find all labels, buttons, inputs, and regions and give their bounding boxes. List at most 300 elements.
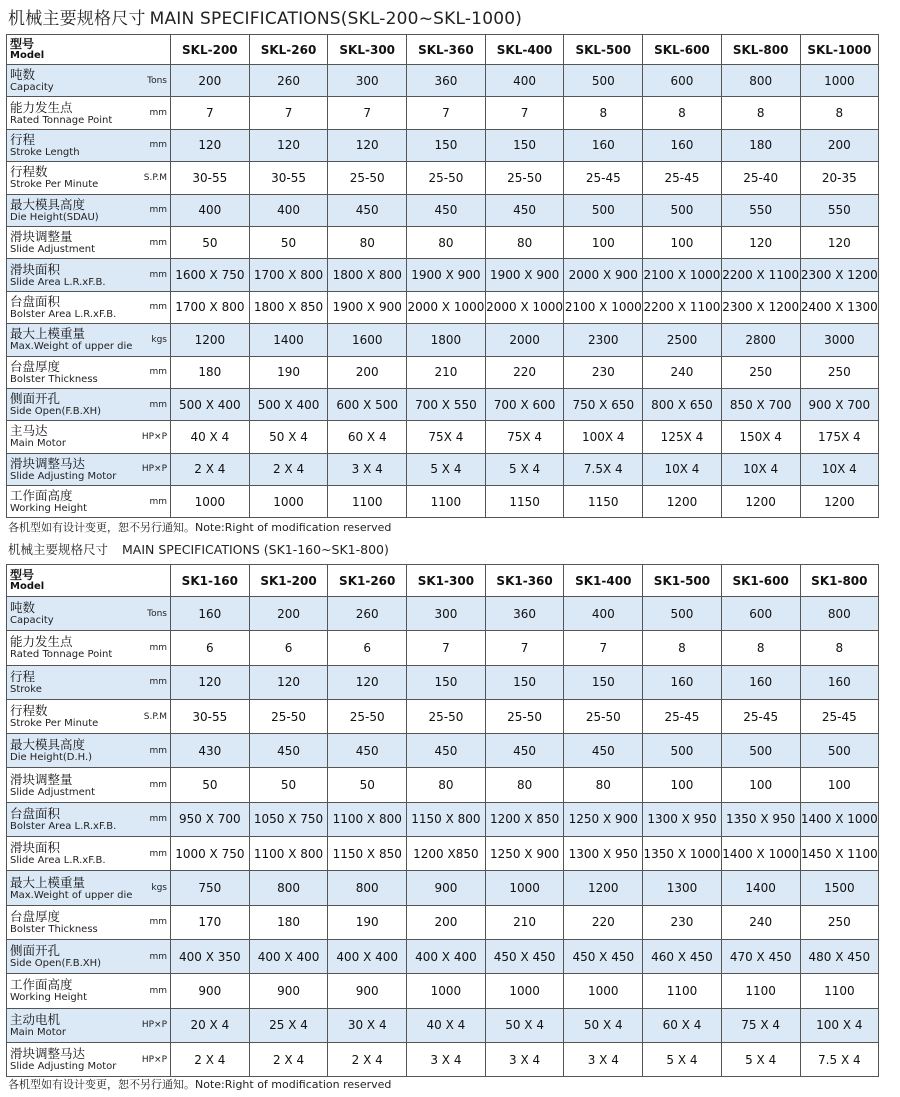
spec-value-cell: 1100 X 800 — [249, 837, 328, 871]
spec-label-en: Capacity — [10, 615, 54, 627]
spec-value-cell: 100 X 4 — [800, 1008, 879, 1042]
model-name-cell: SKL-260 — [249, 35, 328, 65]
spec-value-cell: 25-50 — [407, 699, 486, 733]
spec-value-cell: 250 — [721, 356, 800, 388]
spec-value-cell: 1800 — [407, 324, 486, 356]
spec-value-cell: 2100 X 1000 — [564, 291, 643, 323]
spec-unit: S.P.M — [143, 172, 167, 183]
spec-value-cell: 100 — [643, 226, 722, 258]
spec-label-zh: 能力发生点 — [10, 99, 73, 115]
spec-label-en: Slide Adjusting Motor — [10, 470, 117, 482]
spec-value-cell: 8 — [721, 631, 800, 665]
spec-value-cell: 160 — [564, 129, 643, 161]
modification-note-1: 各机型如有设计变更，恕不另行通知。Note:Right of modification reserved — [8, 521, 392, 534]
spec-value-cell: 50 — [328, 768, 407, 802]
spec-value-cell: 1350 X 1000 — [643, 837, 722, 871]
table-row — [7, 259, 879, 291]
spec-table-skl — [6, 34, 879, 518]
spec-value-cell: 7 — [485, 631, 564, 665]
spec-value-cell: 120 — [249, 129, 328, 161]
spec-value-cell: 1300 X 950 — [564, 837, 643, 871]
spec-label-zh: 侧面开孔 — [10, 391, 61, 407]
spec-label-en: Main Motor — [10, 438, 66, 450]
spec-value-cell: 25-45 — [800, 699, 879, 733]
spec-value-cell: 80 — [485, 768, 564, 802]
table-row — [7, 871, 879, 905]
modification-note-2: 各机型如有设计变更，恕不另行通知。Note:Right of modification reserved — [8, 1078, 392, 1091]
table-row — [7, 837, 879, 871]
spec-label-cell — [7, 226, 171, 258]
spec-value-cell: 100X 4 — [564, 421, 643, 453]
spec-value-cell: 8 — [643, 631, 722, 665]
spec-value-cell: 1300 X 950 — [643, 802, 722, 836]
spec-label-en: Die Height(SDAU) — [10, 211, 99, 223]
spec-value-cell: 450 — [485, 194, 564, 226]
spec-value-cell: 1200 — [721, 486, 800, 518]
model-header-en: Model — [10, 580, 45, 592]
spec-value-cell: 1900 X 900 — [328, 291, 407, 323]
table-row — [7, 388, 879, 420]
spec-value-cell: 190 — [328, 905, 407, 939]
spec-value-cell: 160 — [171, 597, 250, 631]
spec-unit: mm — [149, 270, 167, 281]
spec-value-cell: 1000 — [407, 974, 486, 1008]
spec-value-cell: 400 — [485, 65, 564, 97]
model-name-cell: SK1-200 — [249, 565, 328, 597]
spec-value-cell: 190 — [249, 356, 328, 388]
spec-value-cell: 400 — [171, 194, 250, 226]
spec-value-cell: 1100 — [643, 974, 722, 1008]
spec-unit: HP×P — [141, 1054, 167, 1065]
spec-value-cell: 2300 — [564, 324, 643, 356]
model-name-cell: SK1-160 — [171, 565, 250, 597]
spec-value-cell: 25-45 — [643, 162, 722, 194]
spec-value-cell: 600 — [721, 597, 800, 631]
spec-value-cell: 60 X 4 — [328, 421, 407, 453]
model-name-cell: SK1-300 — [407, 565, 486, 597]
spec-unit: mm — [149, 399, 167, 410]
spec-value-cell: 450 — [328, 194, 407, 226]
spec-value-cell: 1400 X 1000 — [721, 837, 800, 871]
spec-label-cell — [7, 699, 171, 733]
spec-value-cell: 5 X 4 — [407, 453, 486, 485]
spec-label-zh: 台盘面积 — [10, 293, 61, 309]
spec-value-cell: 1800 X 850 — [249, 291, 328, 323]
spec-unit: mm — [149, 642, 167, 653]
spec-value-cell: 1250 X 900 — [485, 837, 564, 871]
spec-value-cell: 200 — [328, 356, 407, 388]
spec-value-cell: 1000 — [485, 974, 564, 1008]
spec-value-cell: 210 — [485, 905, 564, 939]
model-name-cell: SK1-800 — [800, 565, 879, 597]
spec-value-cell: 160 — [800, 665, 879, 699]
spec-value-cell: 1000 — [485, 871, 564, 905]
table-row — [7, 939, 879, 973]
spec-value-cell: 50 — [171, 226, 250, 258]
spec-label-zh: 工作面高度 — [10, 977, 73, 993]
table-row — [7, 905, 879, 939]
spec-label-en: Slide Adjustment — [10, 244, 95, 256]
model-header-en: Model — [10, 49, 45, 61]
spec-value-cell: 2 X 4 — [249, 1042, 328, 1076]
spec-value-cell: 50 X 4 — [485, 1008, 564, 1042]
table-row — [7, 699, 879, 733]
spec-value-cell: 180 — [721, 129, 800, 161]
spec-value-cell: 120 — [800, 226, 879, 258]
spec-value-cell: 180 — [249, 905, 328, 939]
spec-value-cell: 1000 — [564, 974, 643, 1008]
spec-label-en: Side Open(F.B.XH) — [10, 406, 102, 418]
table-row — [7, 486, 879, 518]
spec-value-cell: 500 — [643, 734, 722, 768]
spec-value-cell: 8 — [721, 97, 800, 129]
spec-value-cell: 500 — [564, 65, 643, 97]
spec-value-cell: 500 — [800, 734, 879, 768]
spec-value-cell: 800 — [249, 871, 328, 905]
spec-value-cell: 1250 X 900 — [564, 802, 643, 836]
spec-value-cell: 1000 — [249, 486, 328, 518]
table-row — [7, 97, 879, 129]
spec-unit: mm — [149, 985, 167, 996]
spec-label-zh: 滑块面积 — [10, 840, 61, 856]
spec-value-cell: 600 — [643, 65, 722, 97]
spec-label-en: Die Height(D.H.) — [10, 752, 93, 764]
spec-value-cell: 160 — [721, 665, 800, 699]
spec-value-cell: 150 — [564, 665, 643, 699]
table-row — [7, 291, 879, 323]
spec-label-cell — [7, 356, 171, 388]
model-name-cell: SKL-600 — [643, 35, 722, 65]
spec-value-cell: 600 X 500 — [328, 388, 407, 420]
spec-value-cell: 450 — [485, 734, 564, 768]
spec-value-cell: 5 X 4 — [721, 1042, 800, 1076]
spec-value-cell: 10X 4 — [721, 453, 800, 485]
spec-value-cell: 900 X 700 — [800, 388, 879, 420]
spec-value-cell: 1150 — [485, 486, 564, 518]
spec-value-cell: 260 — [249, 65, 328, 97]
spec-value-cell: 500 X 400 — [171, 388, 250, 420]
model-name-cell: SK1-260 — [328, 565, 407, 597]
spec-value-cell: 500 X 400 — [249, 388, 328, 420]
spec-value-cell: 160 — [643, 129, 722, 161]
spec-label-cell — [7, 421, 171, 453]
spec-value-cell: 10X 4 — [800, 453, 879, 485]
spec-label-en: Bolster Thickness — [10, 923, 98, 935]
model-name-cell: SK1-400 — [564, 565, 643, 597]
spec-value-cell: 1000 — [171, 486, 250, 518]
spec-value-cell: 480 X 450 — [800, 939, 879, 973]
spec-label-cell — [7, 1042, 171, 1076]
spec-value-cell: 200 — [171, 65, 250, 97]
spec-label-cell — [7, 871, 171, 905]
spec-value-cell: 250 — [800, 905, 879, 939]
model-name-cell: SK1-600 — [721, 565, 800, 597]
spec-label-en: Rated Tonnage Point — [10, 114, 113, 126]
spec-value-cell: 1200 — [800, 486, 879, 518]
spec-unit: mm — [149, 237, 167, 248]
spec-value-cell: 1400 X 1000 — [800, 802, 879, 836]
spec-unit: mm — [149, 108, 167, 119]
spec-value-cell: 260 — [328, 597, 407, 631]
spec-value-cell: 50 X 4 — [249, 421, 328, 453]
spec-title-sk1 — [8, 540, 389, 558]
spec-value-cell: 100 — [721, 768, 800, 802]
spec-value-cell: 300 — [328, 65, 407, 97]
spec-label-en: Main Motor — [10, 1026, 66, 1038]
spec-unit: S.P.M — [143, 711, 167, 722]
table-row — [7, 665, 879, 699]
spec-label-cell — [7, 631, 171, 665]
table-row — [7, 421, 879, 453]
spec-unit: Tons — [147, 75, 167, 86]
spec-value-cell: 800 X 650 — [643, 388, 722, 420]
spec-value-cell: 1100 — [328, 486, 407, 518]
spec-value-cell: 7 — [485, 97, 564, 129]
spec-value-cell: 1900 X 900 — [485, 259, 564, 291]
table-row — [7, 65, 879, 97]
spec-value-cell: 2800 — [721, 324, 800, 356]
spec-label-cell — [7, 905, 171, 939]
spec-value-cell: 40 X 4 — [171, 421, 250, 453]
spec-value-cell: 1900 X 900 — [407, 259, 486, 291]
spec-label-cell — [7, 65, 171, 97]
spec-value-cell: 100 — [564, 226, 643, 258]
spec-value-cell: 2300 X 1200 — [721, 291, 800, 323]
spec-value-cell: 3000 — [800, 324, 879, 356]
spec-value-cell: 80 — [485, 226, 564, 258]
spec-value-cell: 7.5X 4 — [564, 453, 643, 485]
spec-label-zh: 最大上模重量 — [10, 326, 86, 342]
model-name-cell: SK1-360 — [485, 565, 564, 597]
spec-value-cell: 2000 X 900 — [564, 259, 643, 291]
spec-value-cell: 360 — [407, 65, 486, 97]
spec-value-cell: 100 — [643, 768, 722, 802]
spec-value-cell: 170 — [171, 905, 250, 939]
spec-label-cell — [7, 453, 171, 485]
spec-value-cell: 1000 — [800, 65, 879, 97]
spec-label-zh: 行程 — [10, 131, 36, 147]
model-name-cell: SKL-800 — [721, 35, 800, 65]
spec-unit: HP×P — [141, 431, 167, 442]
spec-value-cell: 50 X 4 — [564, 1008, 643, 1042]
model-name-cell: SKL-1000 — [800, 35, 879, 65]
spec-value-cell: 400 X 400 — [249, 939, 328, 973]
table-row — [7, 768, 879, 802]
spec-table-sk1 — [6, 564, 879, 1077]
spec-value-cell: 25-50 — [485, 699, 564, 733]
spec-value-cell: 20-35 — [800, 162, 879, 194]
spec-unit: mm — [149, 848, 167, 859]
spec-value-cell: 450 X 450 — [564, 939, 643, 973]
spec-value-cell: 2 X 4 — [249, 453, 328, 485]
spec-unit: mm — [149, 496, 167, 507]
table-row — [7, 974, 879, 1008]
spec-value-cell: 8 — [800, 631, 879, 665]
spec-value-cell: 8 — [800, 97, 879, 129]
spec-value-cell: 400 X 400 — [328, 939, 407, 973]
spec-label-cell — [7, 388, 171, 420]
spec-value-cell: 450 X 450 — [485, 939, 564, 973]
spec-label-en: Rated Tonnage Point — [10, 649, 113, 661]
spec-unit: mm — [149, 951, 167, 962]
spec-label-en: Slide Area L.R.xF.B. — [10, 855, 106, 867]
spec-value-cell: 2500 — [643, 324, 722, 356]
spec-label-zh: 滑块面积 — [10, 261, 61, 277]
spec-label-en: Stroke Per Minute — [10, 179, 99, 191]
spec-value-cell: 2400 X 1300 — [800, 291, 879, 323]
spec-label-cell — [7, 802, 171, 836]
spec-value-cell: 250 — [800, 356, 879, 388]
table-row — [7, 734, 879, 768]
spec-unit: mm — [149, 814, 167, 825]
spec-label-zh: 滑块调整量 — [10, 771, 73, 787]
spec-value-cell: 800 — [328, 871, 407, 905]
spec-label-zh: 滑块调整量 — [10, 229, 73, 245]
spec-value-cell: 20 X 4 — [171, 1008, 250, 1042]
spec-label-en: Bolster Area L.R.xF.B. — [10, 308, 117, 320]
spec-value-cell: 900 — [328, 974, 407, 1008]
spec-value-cell: 400 — [249, 194, 328, 226]
spec-label-cell — [7, 974, 171, 1008]
spec-value-cell: 1000 X 750 — [171, 837, 250, 871]
spec-value-cell: 7 — [328, 97, 407, 129]
spec-value-cell: 1200 X850 — [407, 837, 486, 871]
spec-label-zh: 行程数 — [10, 164, 48, 180]
spec-unit: mm — [149, 677, 167, 688]
spec-value-cell: 1350 X 950 — [721, 802, 800, 836]
spec-unit: mm — [149, 780, 167, 791]
spec-unit: kgs — [151, 883, 167, 894]
spec-label-en: Max.Weight of upper die — [10, 341, 133, 353]
spec-value-cell: 25-50 — [564, 699, 643, 733]
spec-value-cell: 7.5 X 4 — [800, 1042, 879, 1076]
spec-value-cell: 1100 — [407, 486, 486, 518]
spec-value-cell: 500 — [721, 734, 800, 768]
spec-value-cell: 1800 X 800 — [328, 259, 407, 291]
spec-value-cell: 850 X 700 — [721, 388, 800, 420]
spec-label-cell — [7, 486, 171, 518]
spec-value-cell: 1400 — [249, 324, 328, 356]
spec-value-cell: 25-50 — [328, 699, 407, 733]
spec-value-cell: 5 X 4 — [485, 453, 564, 485]
spec-value-cell: 460 X 450 — [643, 939, 722, 973]
spec-value-cell: 300 — [407, 597, 486, 631]
spec-title-skl-zh: 机械主要规格尺寸 — [8, 9, 146, 29]
model-header-cell — [7, 35, 171, 65]
spec-value-cell: 1200 — [564, 871, 643, 905]
spec-value-cell: 950 X 700 — [171, 802, 250, 836]
spec-value-cell: 400 X 350 — [171, 939, 250, 973]
spec-value-cell: 210 — [407, 356, 486, 388]
spec-label-zh: 主马达 — [10, 423, 48, 439]
model-header-cell — [7, 565, 171, 597]
spec-label-en: Slide Adjusting Motor — [10, 1061, 117, 1072]
spec-value-cell: 2100 X 1000 — [643, 259, 722, 291]
spec-value-cell: 200 — [800, 129, 879, 161]
spec-value-cell: 6 — [328, 631, 407, 665]
spec-value-cell: 200 — [249, 597, 328, 631]
spec-value-cell: 120 — [721, 226, 800, 258]
spec-value-cell: 550 — [721, 194, 800, 226]
table-row — [7, 129, 879, 161]
spec-value-cell: 430 — [171, 734, 250, 768]
spec-label-cell — [7, 734, 171, 768]
spec-value-cell: 100 — [800, 768, 879, 802]
table-header-row — [7, 565, 879, 597]
spec-value-cell: 25-45 — [643, 699, 722, 733]
spec-label-en: Slide Area L.R.xF.B. — [10, 276, 106, 288]
spec-value-cell: 7 — [407, 97, 486, 129]
spec-label-zh: 最大模具高度 — [10, 737, 86, 753]
model-name-cell: SKL-300 — [328, 35, 407, 65]
spec-unit: Tons — [147, 608, 167, 619]
spec-value-cell: 1600 — [328, 324, 407, 356]
spec-value-cell: 360 — [485, 597, 564, 631]
spec-value-cell: 125X 4 — [643, 421, 722, 453]
spec-label-cell — [7, 597, 171, 631]
spec-value-cell: 150 — [407, 129, 486, 161]
spec-value-cell: 220 — [485, 356, 564, 388]
spec-value-cell: 400 — [564, 597, 643, 631]
spec-value-cell: 25-50 — [407, 162, 486, 194]
spec-value-cell: 2 X 4 — [328, 1042, 407, 1076]
spec-unit: kgs — [151, 334, 167, 345]
spec-value-cell: 80 — [407, 768, 486, 802]
table-row — [7, 194, 879, 226]
spec-value-cell: 1300 — [643, 871, 722, 905]
model-name-cell: SKL-360 — [407, 35, 486, 65]
model-name-cell: SKL-400 — [485, 35, 564, 65]
spec-unit: mm — [149, 745, 167, 756]
spec-value-cell: 25-50 — [328, 162, 407, 194]
spec-value-cell: 240 — [721, 905, 800, 939]
spec-label-cell — [7, 97, 171, 129]
spec-value-cell: 800 — [721, 65, 800, 97]
table-header-row — [7, 35, 879, 65]
spec-value-cell: 7 — [564, 631, 643, 665]
spec-unit: HP×P — [141, 1020, 167, 1031]
spec-value-cell: 80 — [564, 768, 643, 802]
spec-value-cell: 8 — [564, 97, 643, 129]
spec-value-cell: 1100 X 800 — [328, 802, 407, 836]
spec-label-cell — [7, 259, 171, 291]
spec-label-en: Stroke Length — [10, 146, 80, 158]
spec-value-cell: 30-55 — [171, 162, 250, 194]
spec-value-cell: 450 — [328, 734, 407, 768]
spec-value-cell: 2000 X 1000 — [407, 291, 486, 323]
spec-unit: mm — [149, 205, 167, 216]
spec-label-zh: 滑块调整马达 — [10, 1046, 86, 1061]
spec-label-zh: 台盘面积 — [10, 805, 61, 821]
spec-value-cell: 450 — [407, 194, 486, 226]
spec-label-cell — [7, 194, 171, 226]
spec-unit: mm — [149, 917, 167, 928]
spec-label-en: Max.Weight of upper die — [10, 889, 133, 901]
spec-value-cell: 25-45 — [564, 162, 643, 194]
spec-label-cell — [7, 665, 171, 699]
table-row — [7, 162, 879, 194]
spec-label-en: Bolster Thickness — [10, 373, 98, 385]
spec-value-cell: 150 — [485, 665, 564, 699]
spec-label-cell — [7, 324, 171, 356]
spec-value-cell: 50 — [249, 226, 328, 258]
spec-value-cell: 1700 X 800 — [249, 259, 328, 291]
spec-label-en: Bolster Area L.R.xF.B. — [10, 820, 117, 832]
spec-title-skl-en: MAIN SPECIFICATIONS(SKL-200~SKL-1000) — [149, 9, 523, 29]
spec-label-en: Slide Adjustment — [10, 786, 95, 798]
spec-value-cell: 175X 4 — [800, 421, 879, 453]
spec-label-en: Working Height — [10, 503, 88, 515]
